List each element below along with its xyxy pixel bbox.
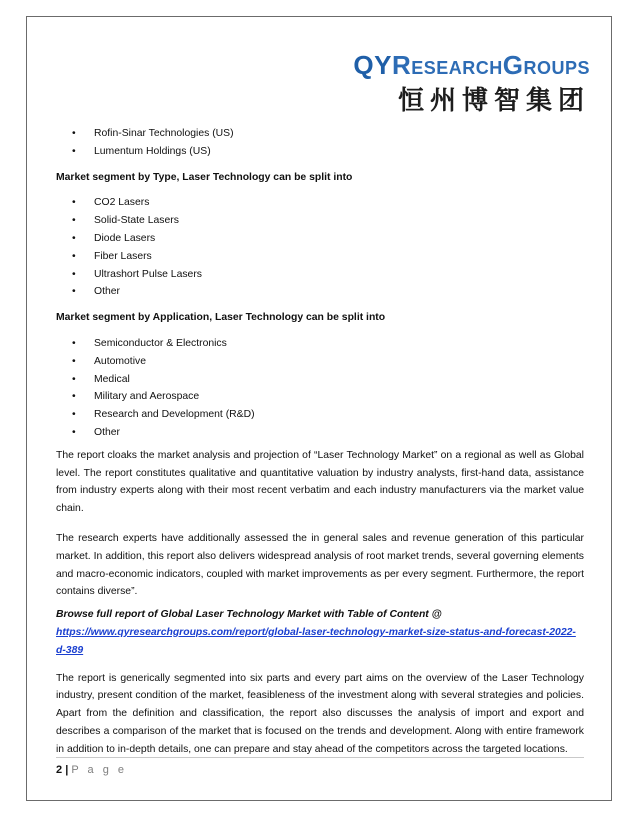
list-item: • Semiconductor & Electronics: [72, 337, 227, 349]
application-list: [56, 335, 584, 442]
list-item: • Lumentum Holdings (US): [72, 145, 211, 157]
logo-chinese: 恒州博智集团: [397, 86, 590, 116]
page-number: 2: [56, 764, 63, 776]
report-paragraph-1: The report cloaks the market analysis and projection of “Laser Technology Market” on a regional as well as Global level. The report constitutes qualitative and quantitative valuation by industry analysts, first-hand data, assistance from industry experts along with their most recent verbatim and each industry manufacturers via the market value chain.: [56, 449, 584, 515]
list-item: • Other: [72, 286, 120, 298]
type-list: [56, 194, 584, 301]
browse-label: Browse full report of Global Laser Technology Market with Table of Content @: [56, 609, 442, 621]
browse-report: [56, 606, 584, 659]
document-body: [56, 125, 584, 759]
company-list: [56, 125, 584, 161]
logo-english: QYResearchGroups: [353, 50, 590, 80]
list-item: • Military and Aerospace: [72, 391, 200, 403]
list-item: • Diode Lasers: [72, 232, 156, 244]
list-item: • Other: [72, 426, 120, 438]
list-item: • CO2 Lasers: [72, 197, 150, 209]
list-item: • Rofin-Sinar Technologies (US): [72, 128, 234, 139]
report-paragraph-3: The report is generically segmented into six parts and every part aims on the overview of the Laser Technology industry, present condition of the market, feasibleness of the investment along with several strategies and policies. Apart from the definition and classification, the report also discusses the analysis of import and export and describes a comparison of the market that is focused on the trends and development. Along with entire framework in addition to in-depth details, one can prepare and stay ahead of the competitors across the targeted locations.: [56, 672, 584, 755]
list-item: • Research and Development (R&D): [72, 409, 255, 421]
type-segment-heading: Market segment by Type, Laser Technology can be split into: [56, 171, 353, 183]
company-logo: [353, 52, 590, 116]
list-item: • Solid-State Lasers: [72, 215, 179, 227]
report-paragraph-2: The research experts have additionally assessed the in general sales and revenue generation of this particular market. In addition, this report also delivers widespread analysis of root market trends, several governing elements and macro-economic indicators, coupled with market improvements as per every segment. Furthermore, the report contains diverse”.: [56, 532, 584, 598]
list-item: • Ultrashort Pulse Lasers: [72, 268, 202, 280]
page-footer: [56, 764, 127, 776]
footer-divider: [56, 757, 584, 758]
application-segment-heading: Market segment by Application, Laser Technology can be split into: [56, 312, 386, 324]
list-item: • Automotive: [72, 355, 146, 367]
list-item: • Medical: [72, 373, 130, 385]
page-label: P a g e: [71, 764, 127, 776]
list-item: • Fiber Lasers: [72, 250, 152, 262]
footer-separator: |: [65, 764, 69, 776]
report-link[interactable]: https://www.qyresearchgroups.com/report/global-laser-technology-market-size-status-and-forecast-2022-d-389: [56, 626, 576, 656]
